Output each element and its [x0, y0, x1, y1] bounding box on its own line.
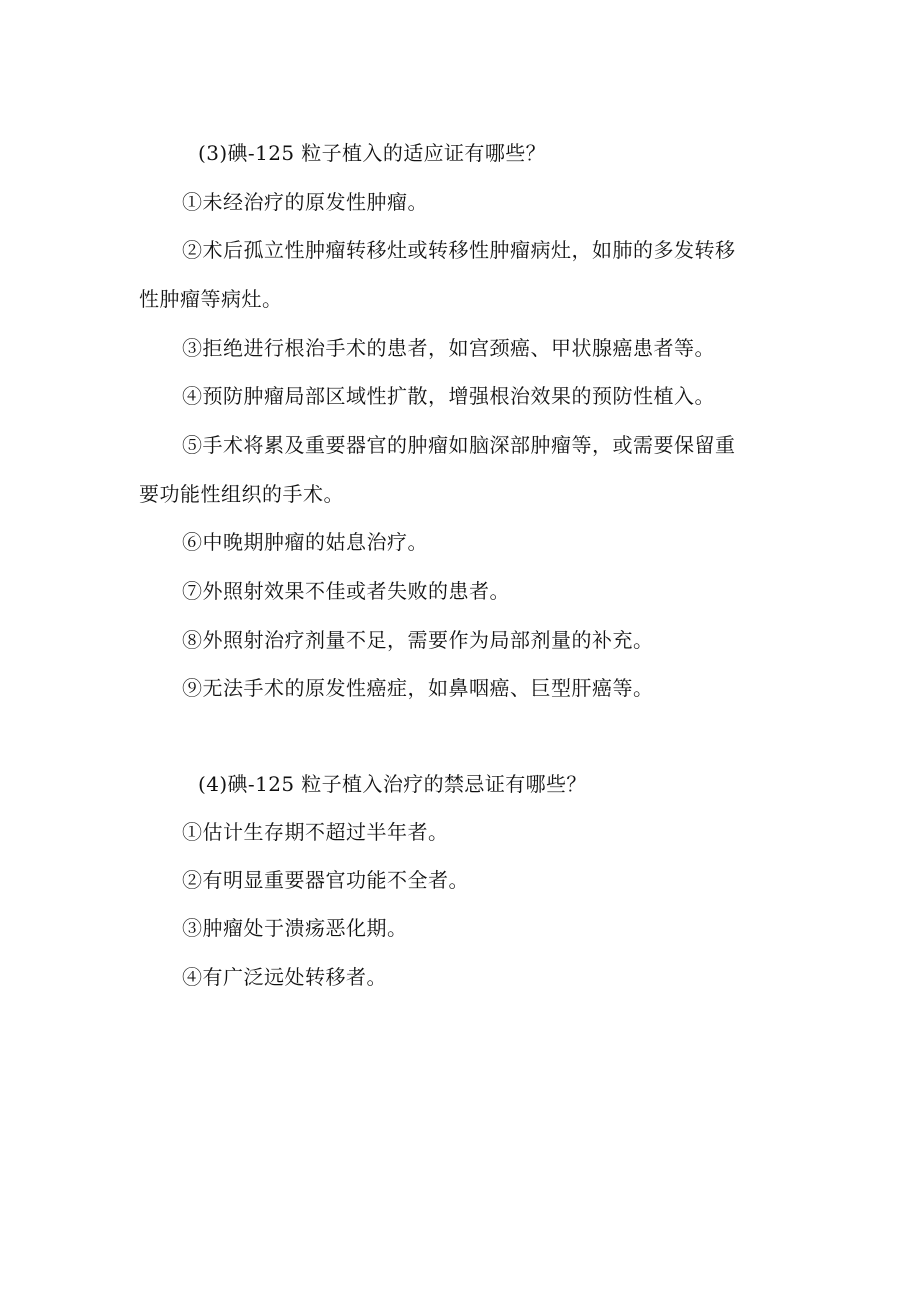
section-3-item-7: ⑦外照射效果不佳或者失败的患者。	[182, 579, 510, 603]
section-3-item-9: ⑨无法手术的原发性癌症，如鼻咽癌、巨型肝癌等。	[182, 676, 654, 700]
section-3-item-8: ⑧外照射治疗剂量不足，需要作为局部剂量的补充。	[182, 628, 654, 652]
section-3-title: (3)碘-125 粒子植入的适应证有哪些？	[198, 141, 547, 165]
section-3-item-4: ④预防肿瘤局部区域性扩散，增强根治效果的预防性植入。	[182, 384, 715, 408]
section-4-item-4: ④有广泛远处转移者。	[182, 965, 387, 989]
section-4-title: (4)碘-125 粒子植入治疗的禁忌证有哪些？	[198, 772, 587, 796]
section-3-item-2-line-2: 性肿瘤等病灶。	[139, 287, 283, 311]
section-3-item-3: ③拒绝进行根治手术的患者，如宫颈癌、甲状腺癌患者等。	[182, 336, 715, 360]
section-3-item-5-line-1: ⑤手术将累及重要器官的肿瘤如脑深部肿瘤等，或需要保留重	[182, 433, 736, 457]
section-4-item-1: ①估计生存期不超过半年者。	[182, 820, 449, 844]
section-3-item-6: ⑥中晚期肿瘤的姑息治疗。	[182, 530, 428, 554]
section-3-item-5-line-2: 要功能性组织的手术。	[139, 482, 344, 506]
section-3-item-2-line-1: ②术后孤立性肿瘤转移灶或转移性肿瘤病灶，如肺的多发转移	[182, 238, 736, 262]
section-3-item-1: ①未经治疗的原发性肿瘤。	[182, 190, 428, 214]
section-4-item-2: ②有明显重要器官功能不全者。	[182, 868, 469, 892]
section-4-item-3: ③肿瘤处于溃疡恶化期。	[182, 916, 408, 940]
